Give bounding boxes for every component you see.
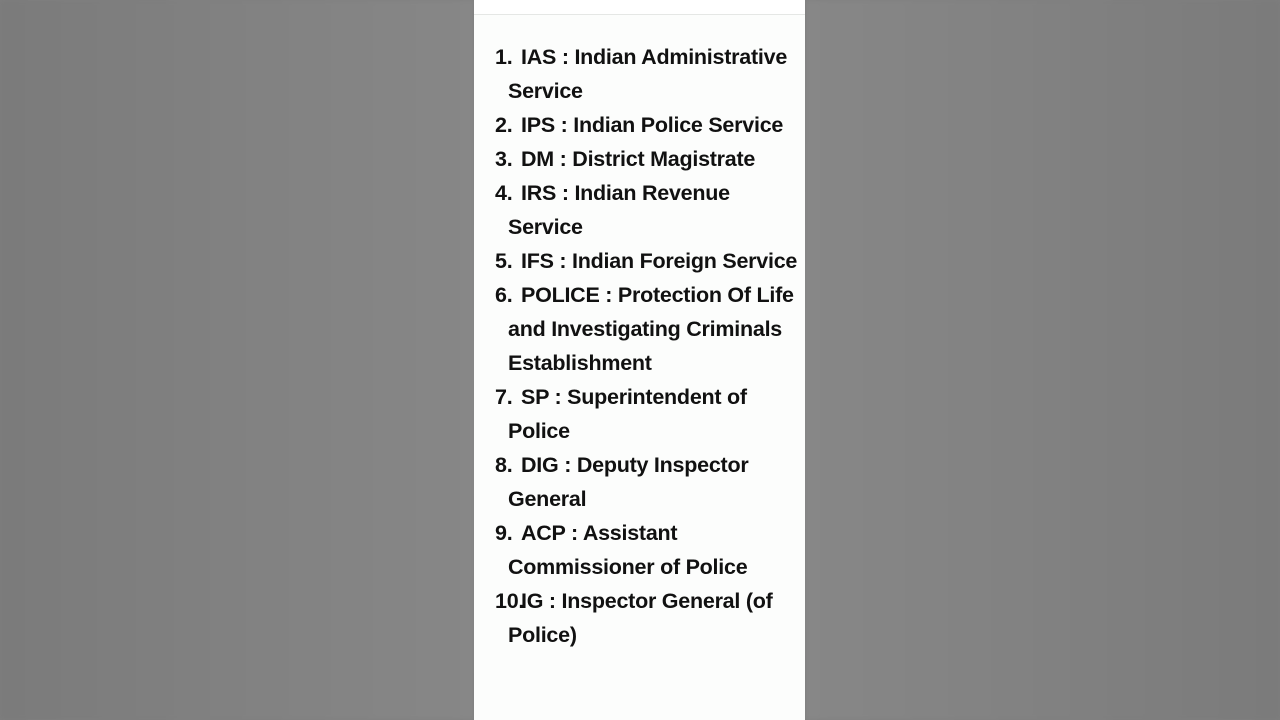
list-item [495,176,799,244]
item-text: IFS : Indian Foreign Service [521,249,798,273]
list-item [495,108,799,142]
item-number: 4. [495,181,513,205]
item-number: 1. [495,45,513,69]
item-number: 6. [495,283,513,307]
list-item [495,584,799,652]
background-left-panel [0,0,474,720]
item-number: 9. [495,521,513,545]
content-card [474,0,805,720]
item-text: DM : District Magistrate [521,147,756,171]
list-item [495,40,799,108]
list-item [495,142,799,176]
list-item [495,516,799,584]
item-number: 7. [495,385,513,409]
list-item [495,380,799,448]
item-text: IRS : Indian Revenue Service [508,181,730,239]
full-forms-list [495,40,799,652]
background-right-panel [805,0,1280,720]
item-number: 2. [495,113,513,137]
card-top-strip [474,0,805,15]
item-number: 5. [495,249,513,273]
item-text: POLICE : Protection Of Life and Investigating Criminals Establishment [508,283,794,375]
item-text: DIG : Deputy Inspector General [508,453,749,511]
item-text: ACP : Assistant Commissioner of Police [508,521,748,579]
item-number: 3. [495,147,513,171]
item-text: IG : Inspector General (of Police) [508,589,773,647]
list-item [495,278,799,380]
item-number: 8. [495,453,513,477]
list-item [495,244,799,278]
list-item [495,448,799,516]
item-number: 10. [495,589,525,613]
item-text: IAS : Indian Administrative Service [508,45,788,103]
item-text: SP : Superintendent of Police [508,385,747,443]
item-text: IPS : Indian Police Service [521,113,784,137]
